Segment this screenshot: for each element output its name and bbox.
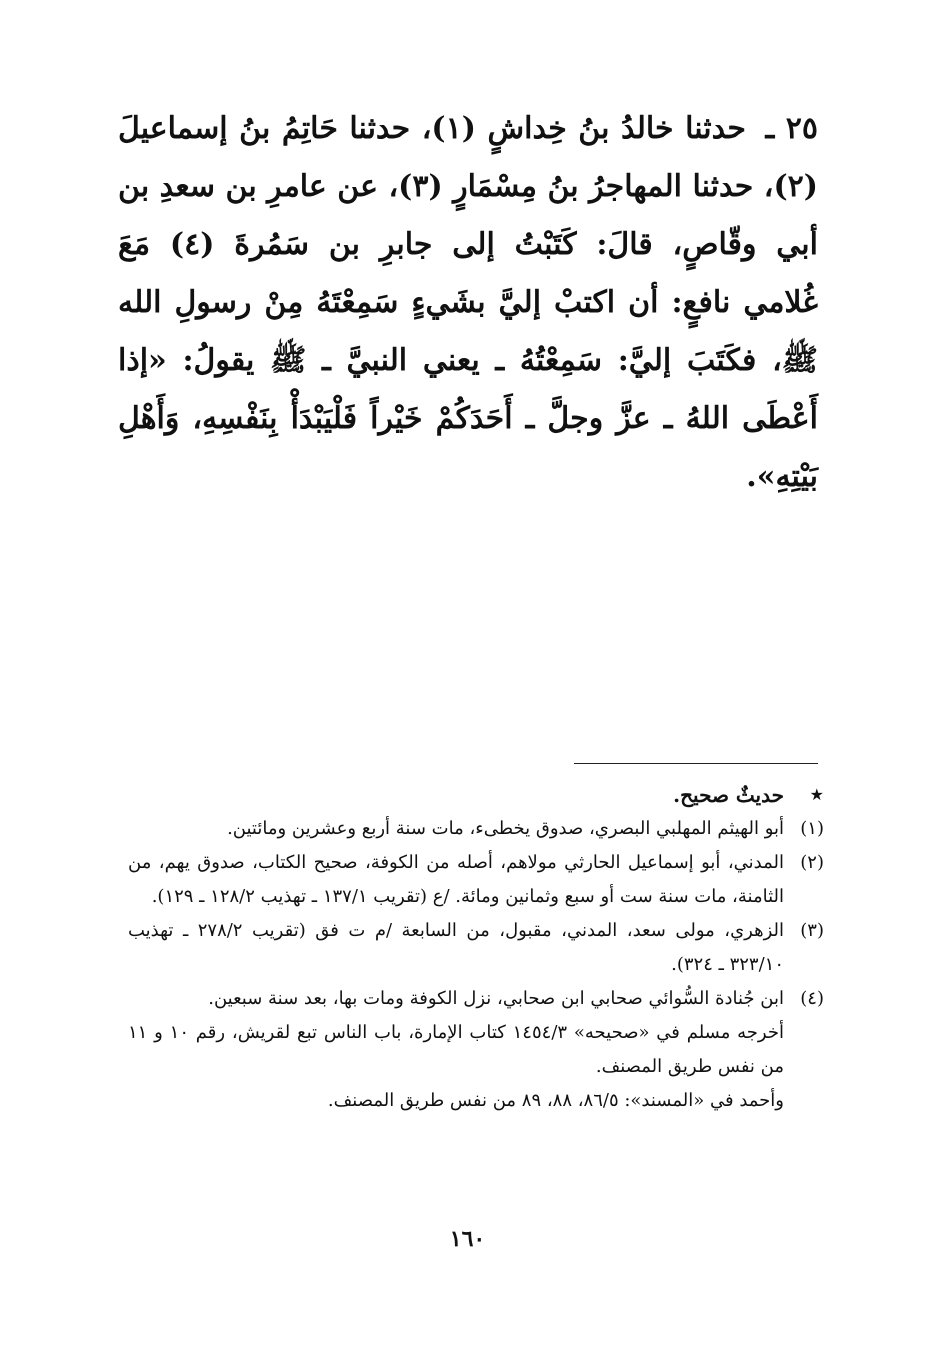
footnote-marker: (٢) — [800, 852, 824, 873]
takhrij-muslim: أخرجه مسلم في «صحيحه» ١٤٥٤/٣ كتاب الإمارة، باب الناس تبع لقريش، رقم ١٠ و ١١ من نفس طريق المصنف. — [128, 1022, 784, 1077]
footnote-2 — [128, 846, 824, 914]
footnote-divider — [574, 763, 818, 764]
footnote-1 — [128, 812, 824, 846]
star-icon: ★ — [809, 785, 824, 804]
footnote-3 — [128, 914, 824, 982]
grade-text: حديثٌ صحيح. — [673, 783, 784, 807]
footnote-text: الزهري، مولى سعد، المدني، مقبول، من السابعة /م ت فق (تقريب ٢٧٨/٢ ـ تهذيب ٣٢٣/١٠ ـ ٣٢٤). — [128, 920, 784, 975]
footnote-4-body — [128, 982, 784, 1118]
page-number: ١٦٠ — [449, 1226, 486, 1252]
hadith-paragraph — [118, 100, 818, 506]
footnote-4 — [128, 982, 824, 1118]
footnote-marker: (٣) — [800, 920, 824, 941]
hadith-text: حدثنا خالدُ بنُ خِداشٍ (١)، حدثنا حَاتِمُ بنُ إسماعيلَ (٢)، حدثنا المهاجرُ بنُ مِسْمَارٍ (٣)، عن عامرِ بن سعدِ بن أبي وقّاصٍ، قالَ: كَتَبْتُ إلى جابرِ بن سَمُرةَ (٤) مَعَ غُلامي نافعٍ: أن اكتبْ إليَّ بشَيءٍ سَمِعْتَهُ مِنْ رسولِ الله ﷺ، فكَتَبَ إليَّ: سَمِعْتُهُ ـ يعني النبيَّ ـ ﷺ يقولُ: «إذا أَعْطَى اللهُ ـ عزَّ وجلَّ ـ أَحَدَكُمْ خَيْراً فَلْيَبْدَأْ بِنَفْسِهِ، وَأَهْلِ بَيْتِهِ». — [118, 111, 818, 494]
footnotes — [128, 778, 824, 1118]
footnote-text: أبو الهيثم المهلبي البصري، صدوق يخطىء، مات سنة أربع وعشرين ومائتين. — [227, 818, 784, 839]
footnote-marker: (٤) — [800, 988, 824, 1009]
grade-note — [128, 778, 824, 812]
footnote-marker: (١) — [800, 818, 824, 839]
takhrij-ahmad: وأحمد في «المسند»: ٨٦/٥، ٨٨، ٨٩ من نفس طريق المصنف. — [327, 1090, 784, 1111]
footnote-text: ابن جُنادة السُّوائي صحابي ابن صحابي، نزل الكوفة ومات بها، بعد سنة سبعين. — [208, 988, 784, 1009]
footnote-text: المدني، أبو إسماعيل الحارثي مولاهم، أصله من الكوفة، صحيح الكتاب، صدوق يهم، من الثامنة، مات سنة ست أو سبع وثمانين ومائة. /ع (تقريب ١٣٧/١ ـ تهذيب ١٢٨/٢ ـ ١٢٩). — [128, 852, 784, 907]
hadith-number: ٢٥ ـ — [765, 111, 818, 146]
